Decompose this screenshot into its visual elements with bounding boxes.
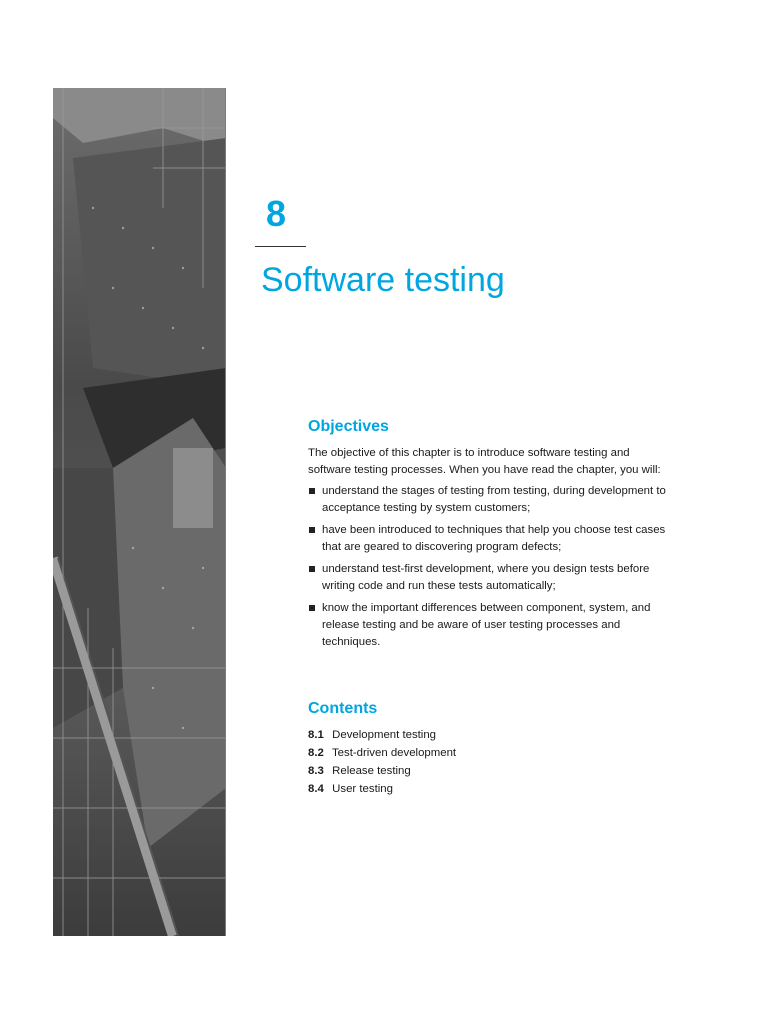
toc-number: 8.3	[308, 765, 324, 777]
objective-text: understand the stages of testing from testing, during development to acceptance testing by system customers;	[322, 485, 666, 514]
square-bullet-icon	[309, 605, 315, 611]
toc-item[interactable]	[308, 762, 608, 780]
photo-edge-rule	[225, 88, 226, 936]
toc-item[interactable]	[308, 744, 608, 762]
square-bullet-icon	[309, 566, 315, 572]
square-bullet-icon	[309, 527, 315, 533]
list-item	[308, 522, 668, 556]
objective-text: know the important differences between component, system, and release testing and be aware of user testing processes and techniques.	[322, 602, 651, 648]
list-item	[308, 483, 668, 517]
toc-title: Test-driven development	[331, 747, 457, 759]
square-bullet-icon	[309, 488, 315, 494]
objective-text: understand test-first development, where you design tests before writing code and run these tests automatically;	[322, 563, 650, 592]
construction-photo-illustration	[53, 88, 226, 936]
toc-number: 8.2	[308, 747, 324, 759]
chapter-number-rule	[255, 246, 306, 247]
toc-number: 8.4	[308, 783, 324, 795]
objectives-heading: Objectives	[308, 418, 389, 435]
objectives-list	[308, 483, 668, 656]
toc-title: Development testing	[332, 729, 437, 741]
contents-heading: Contents	[308, 700, 378, 717]
toc-item[interactable]	[308, 780, 608, 798]
toc-number: 8.1	[308, 729, 324, 741]
objective-text: have been introduced to techniques that help you choose test cases that are geared to discovering program defects;	[322, 524, 666, 553]
toc-title: User testing	[332, 783, 393, 795]
chapter-cover-photo	[53, 88, 226, 936]
chapter-number: 8	[266, 193, 287, 234]
toc-title: Release testing	[332, 765, 411, 777]
list-item	[308, 561, 668, 595]
table-of-contents	[308, 726, 608, 798]
chapter-title: Software testing	[261, 261, 505, 299]
list-item	[308, 600, 668, 651]
toc-item[interactable]	[308, 726, 608, 744]
objectives-intro: The objective of this chapter is to introduce software testing and software testing processes. When you have read the chapter, you will:	[308, 447, 661, 476]
